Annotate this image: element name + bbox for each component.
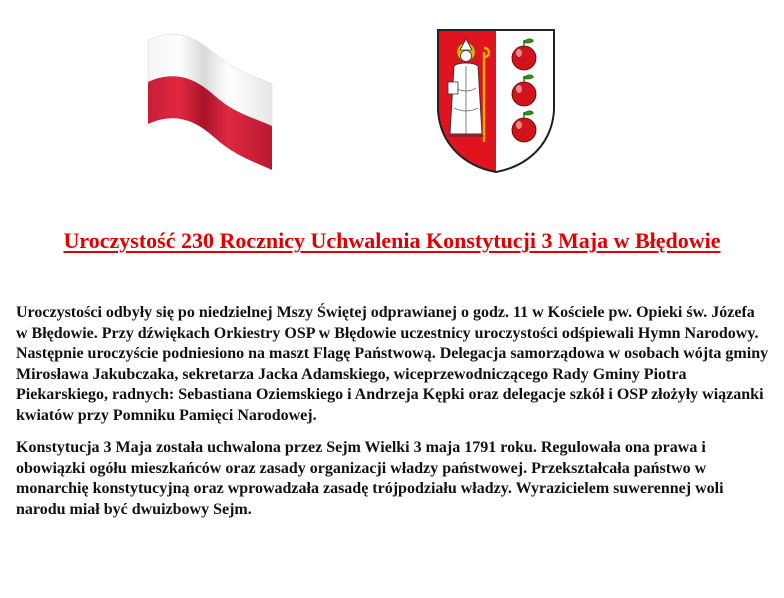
bledow-coat-of-arms-icon [434,26,558,176]
paragraph-constitution: Konstytucja 3 Maja została uchwalona przez Sejm Wielki 3 maja 1791 roku. Regulowała ona prawa i obowiązki ogółu mieszkańców oraz zasady organizacji władzy państwowej. Przekształcała państwo w monarchię konstytucyjną oraz wprowadzała zasadę trójpodziału władzy. Wyrazicielem suwerennej woli narodu miał być dwuizbowy Sejm. [16,439,724,518]
page-title: Uroczystość 230 Rocznicy Uchwalenia Konstytucji 3 Maja w Błędowie [63,228,721,253]
article-body [16,303,770,532]
paragraph-ceremony: Uroczystości odbyły się po niedzielnej Mszy Świętej odprawianej o godz. 11 w Kościele pw. Opieki św. Józefa w Błędowie. Przy dźwiękach Orkiestry OSP w Błędowie uczestnicy uroczystości odśpiewali Hymn Narodowy. Następnie uroczyście podniesiono na maszt Flagę Państwową. Delegacja samorządowa w osobach wójta gminy Mirosława Jakubczaka, sekretarza Jacka Adamskiego, wiceprzewodniczącego Rady Gminy Piotra Piekarskiego, radnych: Sebastiana Oziemskiego i Andrzeja Kępki oraz delegacje szkół i OSP złożyły wiązanki kwiatów przy Pomniku Pamięci Narodowej. [16,304,769,424]
polish-flag-icon [140,28,280,178]
